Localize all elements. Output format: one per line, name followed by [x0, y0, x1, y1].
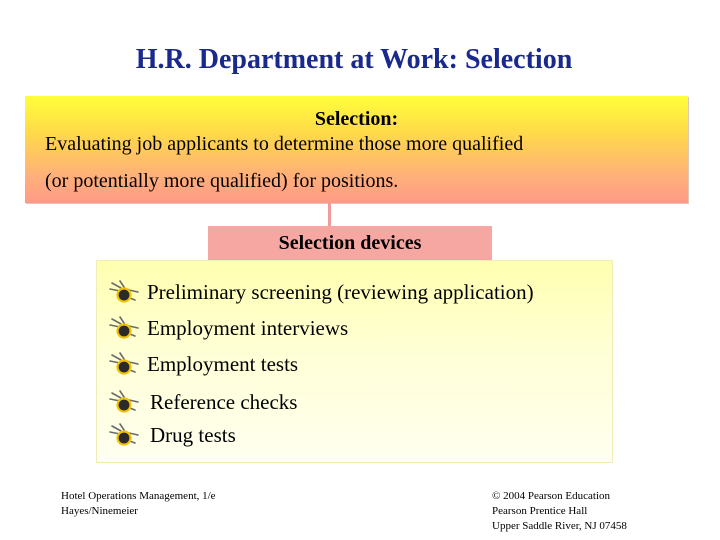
definition-box: [25, 96, 688, 203]
footer-copyright: [492, 489, 627, 534]
definition-line-1: Evaluating job applicants to determine those more qualified: [45, 133, 524, 155]
list-item-label: Reference checks: [150, 389, 298, 414]
footer-publisher: Pearson Prentice Hall: [492, 505, 588, 517]
footer-authors: Hayes/Ninemeier: [61, 505, 138, 517]
footer-book-title: Hotel Operations Management, 1/e: [61, 490, 216, 502]
sun-bullet-icon: [109, 280, 139, 304]
sun-bullet-icon: [109, 352, 139, 376]
sun-bullet-icon: [109, 390, 139, 414]
list-item-label: Preliminary screening (reviewing application): [147, 279, 534, 304]
footer-book-info: [61, 489, 216, 519]
slide-title: H.R. Department at Work: Selection: [135, 44, 573, 75]
sun-bullet-icon: [109, 423, 139, 447]
definition-line-2: (or potentially more qualified) for positions.: [45, 170, 399, 192]
list-item: [109, 422, 236, 448]
selection-devices-header: Selection devices: [208, 226, 492, 260]
connector-line: [328, 203, 331, 227]
list-item: [109, 389, 297, 415]
footer-copyright-line: © 2004 Pearson Education: [492, 490, 611, 502]
definition-heading: Selection:: [314, 108, 399, 130]
list-item-label: Employment tests: [147, 351, 299, 376]
list-item: [109, 315, 348, 341]
list-item: [109, 351, 298, 377]
sun-bullet-icon: [109, 316, 139, 340]
selection-devices-list: [96, 260, 613, 463]
list-item-label: Employment interviews: [147, 315, 349, 340]
list-item-label: Drug tests: [150, 422, 236, 447]
list-item: [109, 279, 534, 305]
footer-address: Upper Saddle River, NJ 07458: [492, 520, 627, 532]
